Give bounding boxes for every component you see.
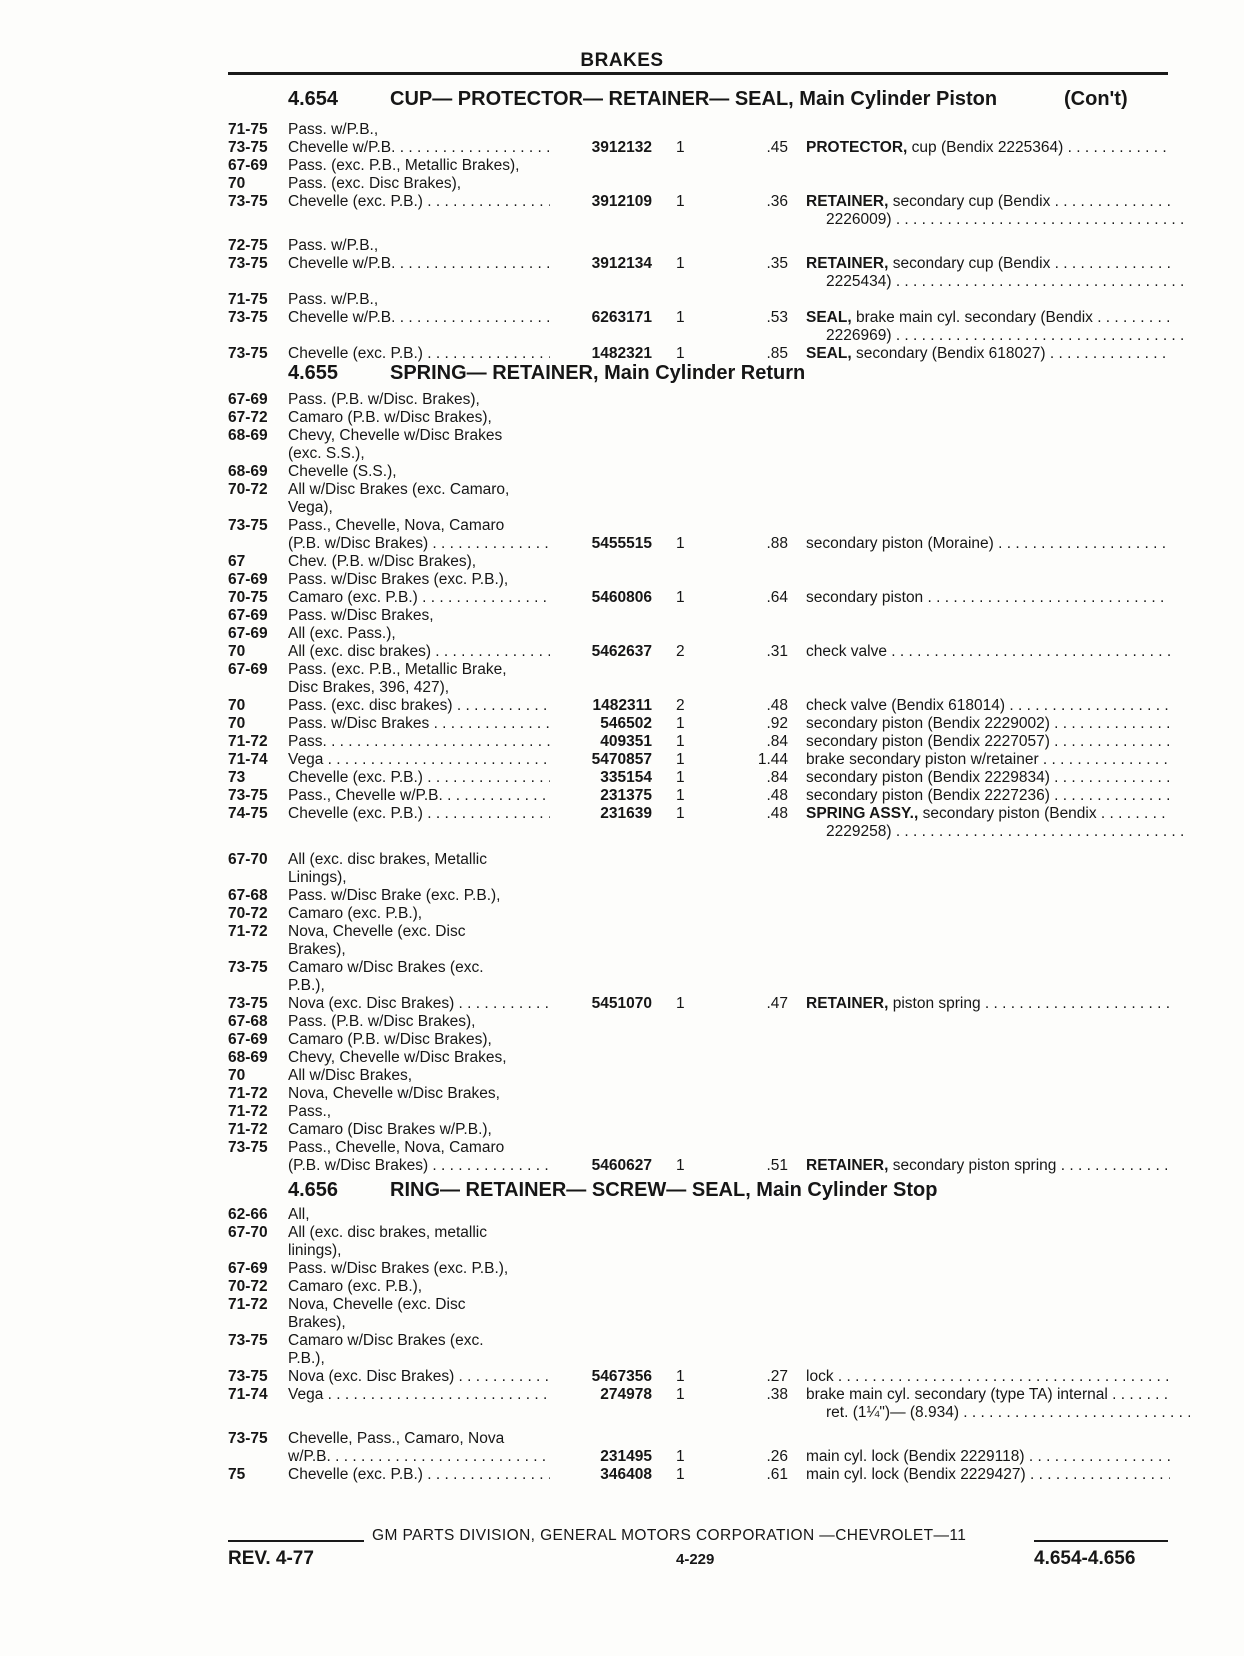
application: Chevelle w/P.B. . . .: [288, 139, 550, 157]
model-years: 73-75: [228, 139, 268, 156]
application: Pass. . . .: [288, 733, 550, 751]
description-text: secondary piston (Bendix 2227057): [806, 733, 1050, 750]
model-years: 73-75: [228, 959, 268, 976]
model-years: 67-68: [228, 1013, 268, 1030]
description-text: main cyl. lock (Bendix 2229427): [806, 1466, 1026, 1483]
description-text: check valve: [806, 643, 887, 660]
price: .31: [766, 643, 788, 660]
quantity: 1: [676, 751, 685, 768]
section-number: 4.654: [288, 88, 339, 110]
application: Pass. w/Disc Brake (exc. P.B.),: [288, 887, 501, 904]
application: Chevelle (exc. P.B.) . . .: [288, 345, 550, 363]
quantity: 1: [676, 1368, 685, 1385]
description: [806, 255, 1170, 273]
price: .45: [766, 139, 788, 156]
price: .53: [766, 309, 788, 326]
application: Chevelle (exc. P.B.) . . .: [288, 193, 550, 211]
application: Camaro w/Disc Brakes (exc.: [288, 1332, 484, 1349]
model-years: 73-75: [228, 345, 268, 362]
description-text: ret. (1¼")— (8.934): [826, 1404, 959, 1421]
description-text: brake main cyl. secondary (Bendix: [855, 309, 1093, 326]
part-name: RETAINER,: [806, 1157, 889, 1174]
section-heading-4654: [288, 88, 1128, 111]
application: linings),: [288, 1242, 342, 1259]
application: P.B.),: [288, 1350, 325, 1367]
description-text: main cyl. lock (Bendix 2229118): [806, 1448, 1025, 1465]
description: [806, 193, 1170, 211]
application: Chev. (P.B. w/Disc Brakes),: [288, 553, 477, 570]
model-years: 68-69: [228, 463, 268, 480]
footer-publisher: GM PARTS DIVISION, GENERAL MOTORS CORPORATION —CHEVROLET—11: [372, 1527, 967, 1544]
model-years: 67-69: [228, 571, 268, 588]
part-number: 5470857: [591, 751, 652, 768]
application: Chevelle (S.S.),: [288, 463, 397, 480]
description-text: 2226009): [826, 211, 892, 228]
application: Brakes),: [288, 941, 346, 958]
application: Pass. w/P.B.,: [288, 291, 379, 308]
part-number: 231375: [600, 787, 652, 804]
description: [806, 345, 1170, 363]
quantity: 1: [676, 733, 685, 750]
model-years: 70: [228, 715, 246, 732]
model-years: 71-74: [228, 751, 268, 768]
part-number: 5460806: [591, 589, 652, 606]
price: .48: [766, 805, 788, 822]
application: Disc Brakes, 396, 427),: [288, 679, 450, 696]
application: All (exc. disc brakes, Metallic: [288, 851, 487, 868]
application: Camaro w/Disc Brakes (exc.: [288, 959, 484, 976]
model-years: 71-75: [228, 291, 268, 308]
model-years: 71-74: [228, 1386, 268, 1403]
description: [806, 733, 1170, 751]
description: [806, 1386, 1170, 1404]
part-name: PROTECTOR,: [806, 139, 908, 156]
application: Chevelle w/P.B. . . .: [288, 255, 550, 273]
model-years: 71-72: [228, 923, 268, 940]
description-text: secondary piston (Bendix: [922, 805, 1097, 822]
part-name: RETAINER,: [806, 255, 889, 272]
page-header: BRAKES: [580, 50, 664, 71]
model-years: 73-75: [228, 1332, 268, 1349]
model-years: 75: [228, 1466, 246, 1483]
model-years: 67-69: [228, 1260, 268, 1277]
quantity: 1: [676, 535, 685, 552]
description-text: check valve (Bendix 618014): [806, 697, 1006, 714]
model-years: 70-75: [228, 589, 268, 606]
description-text: cup (Bendix 2225364): [911, 139, 1064, 156]
model-years: 73-75: [228, 995, 268, 1012]
footer-rule-left: [228, 1540, 364, 1542]
quantity: 1: [676, 345, 685, 362]
part-number: 335154: [600, 769, 652, 786]
application: Pass. w/P.B.,: [288, 237, 379, 254]
model-years: 71-72: [228, 1296, 268, 1313]
quantity: 1: [676, 1157, 685, 1174]
application: Vega . . .: [288, 1386, 550, 1404]
application: Pass. (P.B. w/Disc Brakes),: [288, 1013, 476, 1030]
description-text: secondary piston (Bendix 2229834): [806, 769, 1050, 786]
part-number: 409351: [600, 733, 652, 750]
application: Nova, Chevelle w/Disc Brakes,: [288, 1085, 500, 1102]
application: Linings),: [288, 869, 347, 886]
model-years: 71-72: [228, 1103, 268, 1120]
application: Pass. (exc. Disc Brakes),: [288, 175, 462, 192]
part-number: 3912109: [591, 193, 652, 210]
description-text: secondary cup (Bendix: [892, 255, 1051, 272]
part-number: 1482311: [592, 697, 652, 714]
application: Camaro (Disc Brakes w/P.B.),: [288, 1121, 492, 1138]
description: [806, 1466, 1170, 1484]
model-years: 70-72: [228, 905, 268, 922]
model-years: 70: [228, 643, 246, 660]
quantity: 1: [676, 1386, 685, 1403]
application: Nova (exc. Disc Brakes) . . .: [288, 1368, 550, 1386]
price: .51: [766, 1157, 788, 1174]
header-rule: [228, 72, 1168, 75]
application: Pass. w/Disc Brakes (exc. P.B.),: [288, 571, 509, 588]
description: [806, 787, 1170, 805]
model-years: 70: [228, 175, 246, 192]
price: .47: [766, 995, 788, 1012]
model-years: 70-72: [228, 481, 268, 498]
part-number: 5460627: [591, 1157, 652, 1174]
price: .26: [766, 1448, 788, 1465]
part-number: 546502: [600, 715, 652, 732]
description: [806, 697, 1170, 715]
price: .36: [766, 193, 788, 210]
application: Camaro (exc. P.B.),: [288, 1278, 423, 1295]
part-number: 3912132: [591, 139, 652, 156]
description-text: 2225434): [826, 273, 892, 290]
application: Pass., Chevelle, Nova, Camaro: [288, 1139, 505, 1156]
quantity: 1: [676, 139, 685, 156]
application: Chevelle (exc. P.B.) . . .: [288, 769, 550, 787]
model-years: 67-69: [228, 157, 268, 174]
description-text: brake secondary piston w/retainer: [806, 751, 1039, 768]
model-years: 71-75: [228, 121, 268, 138]
model-years: 71-72: [228, 1085, 268, 1102]
description-text: secondary piston spring: [892, 1157, 1057, 1174]
application: Vega),: [288, 499, 333, 516]
model-years: 68-69: [228, 1049, 268, 1066]
application: All,: [288, 1206, 310, 1223]
application: Vega . . .: [288, 751, 550, 769]
description-text: secondary (Bendix 618027): [855, 345, 1046, 362]
model-years: 73: [228, 769, 246, 786]
application: Pass. (exc. P.B., Metallic Brakes),: [288, 157, 520, 174]
application: All (exc. Pass.),: [288, 625, 396, 642]
model-years: 71-72: [228, 1121, 268, 1138]
part-name: RETAINER,: [806, 995, 889, 1012]
price: .35: [766, 255, 788, 272]
section-range: 4.654-4.656: [1034, 1548, 1136, 1569]
application: (P.B. w/Disc Brakes) . . .: [288, 535, 550, 553]
model-years: 70: [228, 697, 246, 714]
part-number: 231495: [600, 1448, 652, 1465]
application: w/P.B. . . .: [288, 1448, 550, 1466]
model-years: 67-70: [228, 1224, 268, 1241]
quantity: 1: [676, 1448, 685, 1465]
application: P.B.),: [288, 977, 325, 994]
application: All w/Disc Brakes,: [288, 1067, 413, 1084]
application: All (exc. disc brakes, metallic: [288, 1224, 487, 1241]
application: Brakes),: [288, 1314, 346, 1331]
application: Pass., Chevelle w/P.B. . . .: [288, 787, 550, 805]
application: Pass. (exc. disc brakes) . . .: [288, 697, 550, 715]
part-number: 6263171: [591, 309, 652, 326]
price: .48: [766, 697, 788, 714]
quantity: 1: [676, 715, 685, 732]
model-years: 73-75: [228, 193, 268, 210]
section-number: 4.656: [288, 1179, 339, 1201]
description-text: piston spring: [892, 995, 981, 1012]
section-heading-4655: [288, 362, 805, 385]
application: Pass. w/Disc Brakes . . .: [288, 715, 550, 733]
section-title: RING— RETAINER— SCREW— SEAL, Main Cylinder Stop: [390, 1179, 938, 1201]
price: .85: [766, 345, 788, 362]
footer-rule-right: [1034, 1540, 1168, 1542]
description: [806, 589, 1170, 607]
application: All (exc. disc brakes) . . .: [288, 643, 550, 661]
application: Chevelle, Pass., Camaro, Nova: [288, 1430, 505, 1447]
application: Pass.,: [288, 1103, 332, 1120]
model-years: 67-72: [228, 409, 268, 426]
model-years: 62-66: [228, 1206, 268, 1223]
application: Pass. w/P.B.,: [288, 121, 379, 138]
description: [806, 751, 1170, 769]
model-years: 74-75: [228, 805, 268, 822]
model-years: 73-75: [228, 1430, 268, 1447]
model-years: 67-68: [228, 887, 268, 904]
application: Chevy, Chevelle w/Disc Brakes: [288, 427, 503, 444]
model-years: 68-69: [228, 427, 268, 444]
model-years: 67-69: [228, 607, 268, 624]
quantity: 1: [676, 769, 685, 786]
description-text: secondary piston (Bendix 2227236): [806, 787, 1050, 804]
quantity: 1: [676, 1466, 685, 1483]
description: [826, 211, 1190, 229]
application: Nova (exc. Disc Brakes) . . .: [288, 995, 550, 1013]
description: [806, 995, 1170, 1013]
model-years: 71-72: [228, 733, 268, 750]
quantity: 1: [676, 309, 685, 326]
description: [806, 309, 1170, 327]
description-text: secondary piston: [806, 589, 924, 606]
description-text: secondary piston (Moraine): [806, 535, 994, 552]
model-years: 67-69: [228, 1031, 268, 1048]
price: .38: [766, 1386, 788, 1403]
model-years: 73-75: [228, 517, 268, 534]
part-number: 231639: [600, 805, 652, 822]
application: Camaro (P.B. w/Disc Brakes),: [288, 1031, 492, 1048]
section-heading-4656: [288, 1179, 937, 1202]
price: .92: [766, 715, 788, 732]
price: .48: [766, 787, 788, 804]
part-name: SEAL,: [806, 345, 852, 362]
application: (P.B. w/Disc Brakes) . . .: [288, 1157, 550, 1175]
price: .27: [766, 1368, 788, 1385]
application: Pass. w/Disc Brakes,: [288, 607, 434, 624]
model-years: 73-75: [228, 309, 268, 326]
application: Camaro (P.B. w/Disc Brakes),: [288, 409, 492, 426]
price: .64: [766, 589, 788, 606]
description: [806, 1157, 1170, 1175]
quantity: 1: [676, 193, 685, 210]
application: Chevelle w/P.B. . . .: [288, 309, 550, 327]
model-years: 67-70: [228, 851, 268, 868]
quantity: 2: [676, 697, 685, 714]
continued-label: (Con't): [1064, 88, 1128, 110]
application: Camaro (exc. P.B.),: [288, 905, 423, 922]
application: Pass., Chevelle, Nova, Camaro: [288, 517, 505, 534]
quantity: 2: [676, 643, 685, 660]
description: [826, 273, 1190, 291]
application: (exc. S.S.),: [288, 445, 365, 462]
description-text: secondary piston (Bendix 2229002): [806, 715, 1050, 732]
quantity: 1: [676, 995, 685, 1012]
description: [806, 805, 1170, 823]
application: Chevelle (exc. P.B.) . . .: [288, 805, 550, 823]
description: [826, 1404, 1190, 1422]
model-years: 70-72: [228, 1278, 268, 1295]
part-number: 346408: [600, 1466, 652, 1483]
section-title: SPRING— RETAINER, Main Cylinder Return: [390, 362, 806, 384]
model-years: 72-75: [228, 237, 268, 254]
model-years: 70: [228, 1067, 246, 1084]
section-title: CUP— PROTECTOR— RETAINER— SEAL, Main Cylinder Piston: [390, 88, 998, 110]
price: .88: [766, 535, 788, 552]
model-years: 73-75: [228, 1139, 268, 1156]
model-years: 73-75: [228, 787, 268, 804]
application: Chevy, Chevelle w/Disc Brakes,: [288, 1049, 507, 1066]
description: [806, 1368, 1170, 1386]
part-number: 5462637: [591, 643, 652, 660]
quantity: 1: [676, 255, 685, 272]
description-text: 2229258): [826, 823, 892, 840]
part-number: 3912134: [591, 255, 652, 272]
quantity: 1: [676, 787, 685, 804]
part-number: 1482321: [591, 345, 652, 362]
description: [826, 327, 1190, 345]
model-years: 73-75: [228, 255, 268, 272]
section-number: 4.655: [288, 362, 339, 384]
part-name: SPRING ASSY.,: [806, 805, 919, 822]
description: [806, 1448, 1170, 1466]
application: Chevelle (exc. P.B.) . . .: [288, 1466, 550, 1484]
description-text: brake main cyl. secondary (type TA) internal: [806, 1386, 1108, 1403]
description: [806, 139, 1170, 157]
description: [806, 715, 1170, 733]
model-years: 67-69: [228, 661, 268, 678]
application: Pass. (P.B. w/Disc. Brakes),: [288, 391, 480, 408]
model-years: 73-75: [228, 1368, 268, 1385]
part-number: 274978: [600, 1386, 652, 1403]
model-years: 67-69: [228, 391, 268, 408]
application: Nova, Chevelle (exc. Disc: [288, 1296, 466, 1313]
quantity: 1: [676, 805, 685, 822]
description: [826, 823, 1190, 841]
application: Pass. (exc. P.B., Metallic Brake,: [288, 661, 507, 678]
description-text: lock: [806, 1368, 834, 1385]
application: Camaro (exc. P.B.) . . .: [288, 589, 550, 607]
price: .84: [766, 733, 788, 750]
description: [806, 769, 1170, 787]
page-number: 4-229: [676, 1551, 715, 1568]
price: .84: [766, 769, 788, 786]
model-years: 67: [228, 553, 246, 570]
price: .61: [766, 1466, 788, 1483]
part-name: RETAINER,: [806, 193, 889, 210]
price: 1.44: [757, 751, 788, 768]
model-years: 67-69: [228, 625, 268, 642]
description-text: secondary cup (Bendix: [892, 193, 1051, 210]
application: Nova, Chevelle (exc. Disc: [288, 923, 466, 940]
part-number: 5455515: [591, 535, 652, 552]
part-name: SEAL,: [806, 309, 852, 326]
quantity: 1: [676, 589, 685, 606]
description: [806, 643, 1170, 661]
part-number: 5467356: [591, 1368, 652, 1385]
application: All w/Disc Brakes (exc. Camaro,: [288, 481, 510, 498]
revision-label: REV. 4-77: [228, 1548, 314, 1569]
description-text: 2226969): [826, 327, 892, 344]
part-number: 5451070: [591, 995, 652, 1012]
application: Pass. w/Disc Brakes (exc. P.B.),: [288, 1260, 509, 1277]
description: [806, 535, 1170, 553]
